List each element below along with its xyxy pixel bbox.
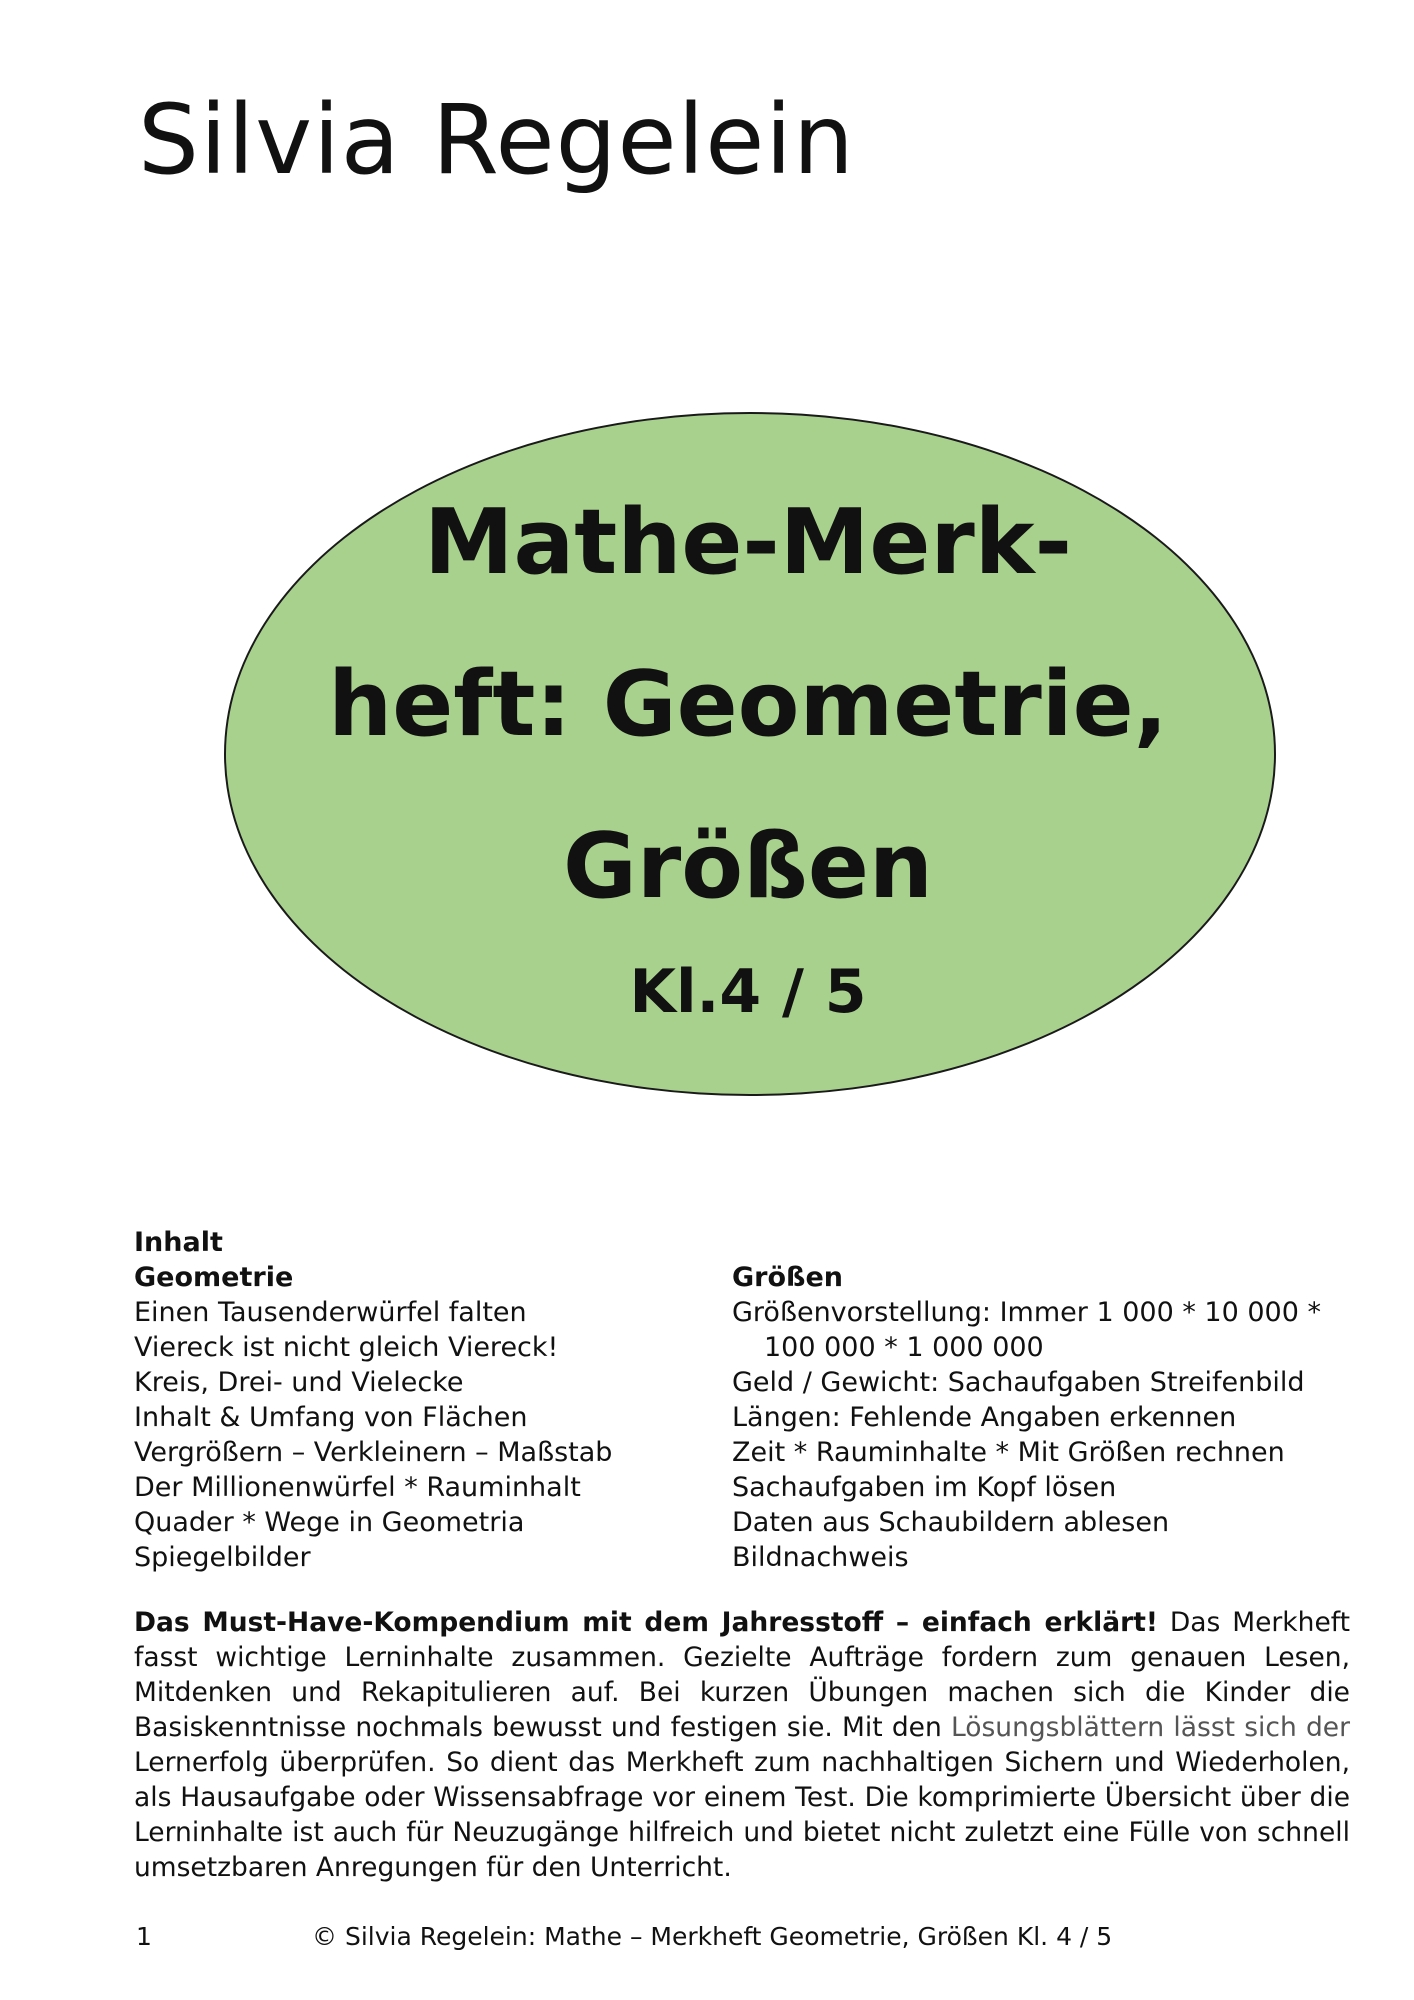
toc-item: Geld / Gewicht: Sachaufgaben Streifenbild [732, 1367, 1305, 1398]
toc-section-heading-geometry: Geometrie [134, 1262, 294, 1293]
toc-item: Größenvorstellung: Immer 1 000 * 10 000 * [732, 1297, 1321, 1328]
description-gray-text: Lösungsblättern lässt sich der [950, 1712, 1350, 1743]
toc-item: Daten aus Schaubildern ablesen [732, 1507, 1170, 1538]
toc-item: Zeit * Rauminhalte * Mit Größen rechnen [732, 1437, 1285, 1468]
toc-item: Kreis, Drei- und Vielecke [134, 1367, 464, 1398]
grade-label: Kl.4 / 5 [629, 957, 867, 1027]
toc-item-continuation: 100 000 * 1 000 000 [764, 1332, 1044, 1363]
toc-item: Viereck ist nicht gleich Viereck! [134, 1332, 559, 1363]
description-text: Das Merkheft fasst wichtige Lerninhalte zusammen. Gezielte Aufträge fordern zum genauen Lesen, Mitdenken und Rekapitulieren auf. Bei kurzen Übungen machen sich die Kinder die Basiskenntnisse nochmals bewusst und festigen sie. Mit den [134, 1607, 1350, 1743]
author-name: Silvia Regelein [138, 84, 855, 196]
toc-item: Längen: Fehlende Angaben erkennen [732, 1402, 1237, 1433]
toc-item: Bildnachweis [732, 1542, 909, 1573]
title-line-1: Mathe-Merk- [424, 490, 1072, 595]
toc-item: Einen Tausenderwürfel falten [134, 1297, 527, 1328]
description-text-end: Lernerfolg überprüfen. So dient das Merkheft zum nachhaltigen Sichern und Wiederholen, als Hausaufgabe oder Wissensabfrage vor einem Test. Die komprimierte Übersicht über die Lerninhalte ist auch für Neuzugänge hilfreich und bietet nicht zuletzt eine Fülle von schnell umsetzbaren Anregungen für den Unterricht. [134, 1747, 1350, 1883]
page-number: 1 [136, 1922, 152, 1951]
description-paragraph [134, 1605, 1350, 1885]
toc-geometry-column [134, 1225, 694, 1575]
toc-item: Vergrößern – Verkleinern – Maßstab [134, 1437, 613, 1468]
title-line-2: heft: Geometrie, [328, 652, 1168, 757]
toc-section-heading-sizes: Größen [732, 1262, 843, 1293]
toc-item: Inhalt & Umfang von Flächen [134, 1402, 528, 1433]
toc-item: Der Millionenwürfel * Rauminhalt [134, 1472, 581, 1503]
toc-item: Sachaufgaben im Kopf lösen [732, 1472, 1117, 1503]
toc-sizes-column [732, 1225, 1352, 1575]
toc-heading: Inhalt [134, 1227, 223, 1258]
title-line-3: Größen [563, 814, 933, 919]
footer-copyright: © Silvia Regelein: Mathe – Merkheft Geometrie, Größen Kl. 4 / 5 [312, 1922, 1113, 1951]
description-lead: Das Must-Have-Kompendium mit dem Jahresstoff – einfach erklärt! [134, 1607, 1158, 1638]
toc-item: Quader * Wege in Geometria [134, 1507, 525, 1538]
toc-item: Spiegelbilder [134, 1542, 311, 1573]
